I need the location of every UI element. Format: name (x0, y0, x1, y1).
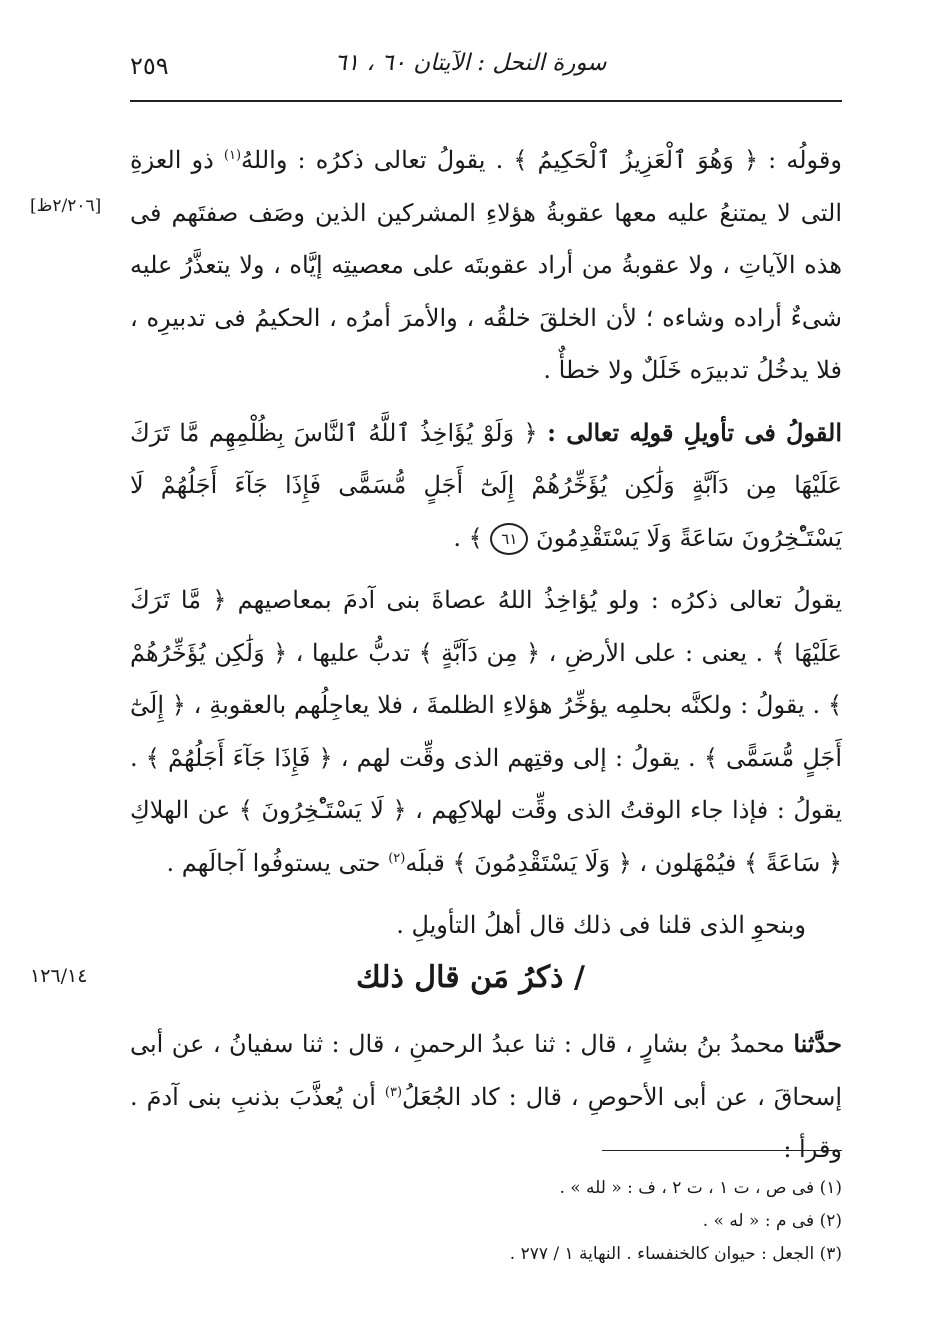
header-rule (130, 100, 842, 102)
main-text (130, 134, 842, 952)
ayah-number-marker: ٦١ (490, 523, 528, 555)
footnote-2: (٢) فى م : « له » . (702, 1211, 842, 1231)
paragraph-text: حتى يستوفُوا آجالَهم . (166, 848, 389, 877)
paragraph-text: وقولُه : ﴿ وَهُوَ ٱلْعَزِيزُ ٱلْحَكِيمُ ﴾ . يقولُ تعالى ذكرُه : واللهُ (241, 146, 842, 174)
running-header-title: سورة النحل : الآيتان ٦٠ ، ٦١ (334, 50, 607, 76)
footnote-1: (١) فى ص ، ت ١ ، ت ٢ ، ف : « لله » . (559, 1178, 842, 1198)
paragraph-commentary-61 (130, 574, 842, 889)
paragraph-transition: وبنحوِ الذى قلنا فى ذلك قال أهلُ التأويلِ . (396, 911, 806, 939)
footnote-marker: (٢) (388, 850, 406, 866)
paragraph-text: يقولُ تعالى ذكرُه : ولو يُؤاخِذُ اللهُ عصاةَ بنى آدمَ بمعاصيهم ﴿ مَّا تَرَكَ عَلَيْهَا ﴾ . يعنى : على الأرضِ ، ﴿ مِن دَآبَّةٍ ﴾ تدبُّ عليها ، ﴿ وَلَٰكِن يُؤَخِّرُهُمْ ﴾ . يقولُ : ولكنَّه بحلمِه يؤخِّرُ هؤلاءِ الظلمةَ ، فلا يعاجِلُهم بالعقوبةِ ، ﴿ إِلَىٰٓ أَجَلٍ مُّسَمًّى ﴾ . يقولُ : إلى وقتِهم الذى وقِّت لهم ، ﴿ فَإِذَا جَآءَ أَجَلُهُمْ ﴾ . يقولُ : فإذا جاء الوقتُ الذى وقِّت لهلاكِهم ، ﴿ لَا يَسْتَـْٔخِرُونَ ﴾ عن الهلاكِ ﴿ سَاعَةً ﴾ فيُمْهَلون ، ﴿ وَلَا يَسْتَقْدِمُونَ ﴾ قبلَه (130, 586, 843, 877)
paragraph-text: ذو العزةِ التى لا يمتنعُ عليه معها عقوبةُ هؤلاءِ المشركين الذين وصَف صفتَهم فى هذه الآياتِ ، ولا عقوبةُ من أراد عقوبتَه على معصيتِه إيَّاه ، ولا يتعذَّرُ عليه شىءٌ أراده وشاءه ؛ لأن الخلقَ خلقُه ، والأمرَ أمرُه ، الحكيمُ فى تدبيرِه ، فلا يدخُلُ تدبيرَه خَلَلٌ ولا خطأٌ . (130, 146, 842, 384)
section-lead: القولُ فى تأويلِ قولِه تعالى : (547, 417, 842, 447)
narration-lead: حدَّثنا (793, 1029, 842, 1058)
quran-verse: ﴿ وَلَوْ يُؤَاخِذُ ٱللَّهُ ٱلنَّاسَ بِظُلْمِهِم مَّا تَرَكَ عَلَيْهَا مِن دَآبَّةٍ وَلَٰكِن يُؤَخِّرُهُمْ إِلَىٰٓ أَجَلٍ مُّسَمًّى فَإِذَا جَآءَ أَجَلُهُمْ لَا يَسْتَـْٔخِرُونَ سَاعَةً وَلَا يَسْتَقْدِمُونَ (130, 418, 842, 552)
footnote-rule (602, 1150, 842, 1151)
paragraph-narration (130, 1018, 842, 1176)
main-text-continued (130, 1018, 842, 1176)
footnote-marker: (٣) (384, 1084, 403, 1100)
page-number: ٢٥٩ (130, 52, 169, 80)
paragraph-verse-61 (130, 407, 842, 565)
paragraph-text: أن يُعذَّبَ بذنبِ بنى آدمَ . وقرأ : (130, 1082, 842, 1163)
paragraph-text: محمدُ بنُ بشارٍ ، قال : ثنا عبدُ الرحمنِ ، قال : ثنا سفيانُ ، عن أبى إسحاقَ ، عن أبى الأحوصِ ، قال : كاد الجُعَلُ (130, 1030, 842, 1111)
footnote-marker: (١) (223, 148, 242, 163)
margin-volume-reference: ١٢٦/١٤ (30, 965, 88, 987)
margin-volume-reference: [٢/٢٠٦ظ] (30, 196, 102, 216)
footnotes (130, 1172, 842, 1271)
verse-close: ﴾ . (453, 523, 491, 552)
section-heading: / ذكرُ مَن قال ذلك (356, 960, 585, 995)
footnote-3: (٣) الجعل : حيوان كالخنفساء . النهاية ١ / ٢٧٧ . (509, 1244, 842, 1264)
paragraph-commentary-60 (130, 134, 842, 397)
